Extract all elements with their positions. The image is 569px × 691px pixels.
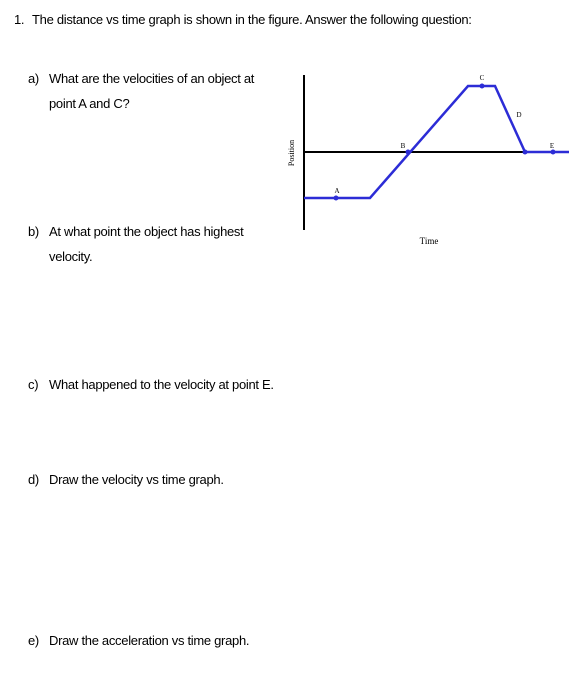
point-b-label: B [400, 142, 406, 150]
part-a-label: a) [28, 71, 39, 86]
point-c-label: C [479, 74, 485, 82]
part-a-line2: point A and C? [49, 96, 130, 111]
point-d-label: D [516, 111, 522, 119]
part-b-line2: velocity. [49, 249, 93, 264]
part-c-label: c) [28, 377, 39, 392]
point-b-marker [406, 150, 411, 155]
point-e-marker [551, 150, 556, 155]
point-a-label: A [334, 187, 340, 195]
part-d-label: d) [28, 472, 39, 487]
question-number: 1. [14, 12, 25, 27]
point-e-label: E [549, 142, 555, 150]
question-prompt: The distance vs time graph is shown in the figure. Answer the following question: [32, 12, 472, 27]
point-d-marker [523, 150, 528, 155]
y-axis-label: Position [287, 139, 296, 167]
part-b-label: b) [28, 224, 39, 239]
part-a-line1: What are the velocities of an object at [49, 71, 255, 86]
x-axis-label: Time [419, 236, 439, 246]
point-c-marker [480, 84, 485, 89]
point-a-marker [334, 196, 339, 201]
part-c-line1: What happened to the velocity at point E. [49, 377, 274, 392]
part-e-label: e) [28, 633, 39, 648]
position-curve [304, 86, 569, 198]
part-d-line1: Draw the velocity vs time graph. [49, 472, 224, 487]
part-b-line1: At what point the object has highest [49, 224, 244, 239]
part-e-line1: Draw the acceleration vs time graph. [49, 633, 250, 648]
